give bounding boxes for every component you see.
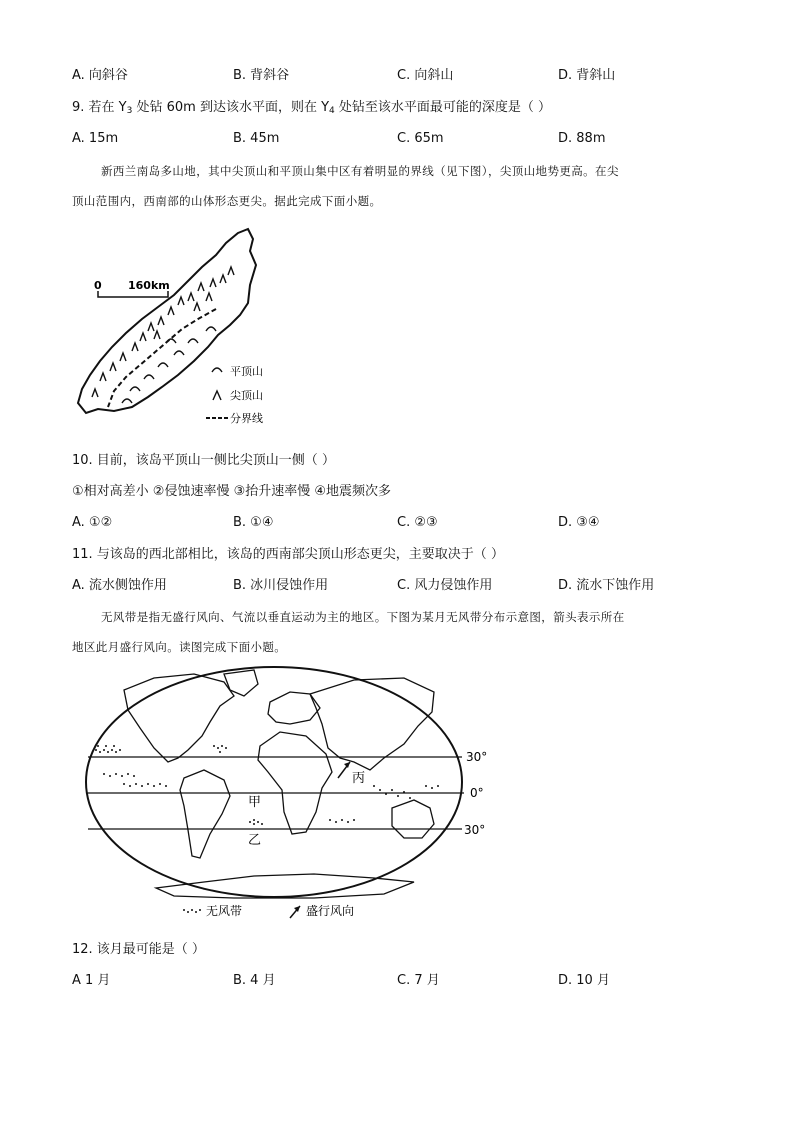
q9-stem-part-b: 处钻 60m 到达该水平面，则在 Y <box>132 100 330 115</box>
q11-option-a: A. 流水侧蚀作用 <box>72 578 167 593</box>
q10-option-b: B. ①④ <box>233 515 274 530</box>
q10-items: ①相对高差小 ②侵蚀速率慢 ③抬升速率慢 ④地震频次多 <box>72 484 392 499</box>
q11-option-d: D. 流水下蚀作用 <box>558 578 655 593</box>
legend-peak-label: 尖顶山 <box>230 389 263 402</box>
scale-zero: 0 <box>94 279 102 292</box>
south-america-outline <box>180 770 230 858</box>
q10-option-a: A. ①② <box>72 515 113 530</box>
q10-option-c: C. ②③ <box>397 515 438 530</box>
legend-calm-label: 无风带 <box>206 904 243 918</box>
label-bing: 丙 <box>352 771 366 786</box>
nz-south-island-map <box>70 225 300 430</box>
australia-outline <box>392 800 434 838</box>
africa-outline <box>258 732 332 834</box>
q11-option-b: B. 冰川侵蚀作用 <box>233 578 329 593</box>
lat-label-s30: 30° <box>464 823 486 837</box>
legend-calm-icon <box>183 909 201 913</box>
q9-stem-part-a: 9. 若在 Y <box>72 100 127 115</box>
continent-outlines <box>124 670 434 898</box>
legend-boundary-label: 分界线 <box>230 412 263 425</box>
legend-wind-label: 盛行风向 <box>306 904 355 918</box>
scale-label: 160km <box>128 279 170 292</box>
q12-option-b: B. 4 月 <box>233 973 276 988</box>
q8-option-b: B. 背斜谷 <box>233 68 290 83</box>
passage-nz-line1: 新西兰南岛多山地，其中尖顶山和平顶山集中区有着明显的界线（见下图），尖顶山地势更高。在尖 <box>101 164 619 178</box>
world-calm-belt-map <box>84 662 494 924</box>
q9-stem <box>72 99 551 120</box>
passage-nz-line2: 顶山范围内，西南部的山体形态更尖。据此完成下面小题。 <box>72 194 382 208</box>
greenland-outline <box>224 670 258 696</box>
q9-option-c: C. 65m <box>397 131 444 146</box>
q8-option-d: D. 背斜山 <box>558 68 616 83</box>
q8-option-c: C. 向斜山 <box>397 68 454 83</box>
legend-flat-icon <box>212 368 222 372</box>
europe-outline <box>268 692 320 724</box>
legend-peak-icon <box>213 391 221 400</box>
label-jia: 甲 <box>248 795 262 810</box>
q12-option-c: C. 7 月 <box>397 973 440 988</box>
lat-label-n30: 30° <box>466 750 488 764</box>
q8-option-a: A. 向斜谷 <box>72 68 128 83</box>
q11-stem: 11. 与该岛的西北部相比，该岛的西南部尖顶山形态更尖，主要取决于（ ） <box>72 547 504 562</box>
flat-mountain-symbols <box>122 327 216 403</box>
q10-option-d: D. ③④ <box>558 515 600 530</box>
q12-option-d: D. 10 月 <box>558 973 610 988</box>
asia-outline <box>310 678 434 770</box>
q12-option-a: A 1 月 <box>72 973 111 988</box>
passage-wind-line2: 地区此月盛行风向。读图完成下面小题。 <box>72 640 287 654</box>
q10-stem: 10. 目前，该岛平顶山一侧比尖顶山一侧（ ） <box>72 453 335 468</box>
passage-wind-line1: 无风带是指无盛行风向、气流以垂直运动为主的地区。下图为某月无风带分布示意图，箭头表示所在 <box>101 610 625 624</box>
q12-stem: 12. 该月最可能是（ ） <box>72 942 205 957</box>
island-outline <box>78 229 256 413</box>
map-frame <box>86 667 462 897</box>
q9-option-b: B. 45m <box>233 131 280 146</box>
q9-option-a: A. 15m <box>72 131 119 146</box>
legend-flat-label: 平顶山 <box>230 365 263 378</box>
q9-stem-part-c: 处钻至该水平面最可能的深度是（ ） <box>334 100 552 115</box>
lat-label-equator: 0° <box>470 786 484 800</box>
label-yi: 乙 <box>248 833 262 848</box>
q9-option-d: D. 88m <box>558 131 606 146</box>
q9-sub-a: 3 <box>126 106 133 116</box>
q9-sub-b: 4 <box>329 106 335 116</box>
q11-option-c: C. 风力侵蚀作用 <box>397 578 493 593</box>
